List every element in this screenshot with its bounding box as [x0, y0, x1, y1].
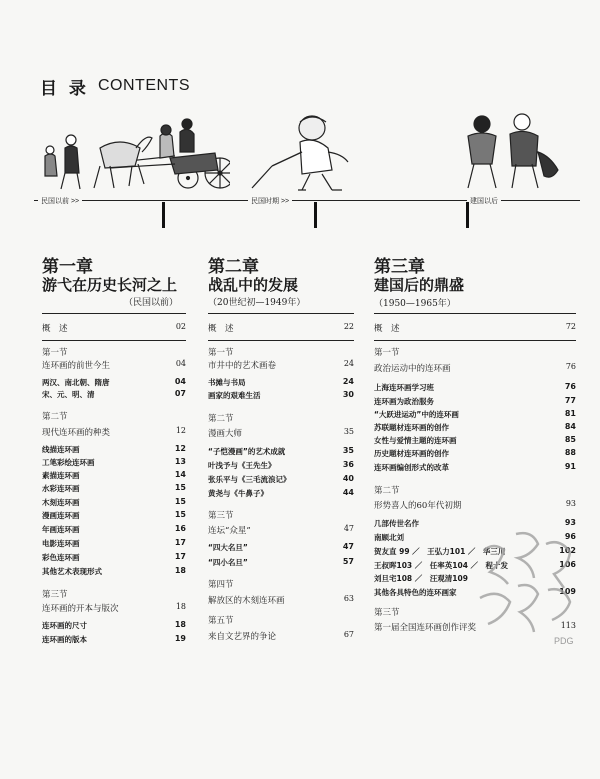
chapter-number: 第三章 — [374, 257, 425, 277]
library-stamp-watermark — [468, 520, 580, 652]
section-label: 第二节 — [208, 414, 234, 424]
item-row[interactable]: 张乐平与《三毛流浪记》 40 — [208, 474, 354, 484]
chapter-period: （1950—1965年） — [374, 299, 456, 309]
chapter-title: 建国后的鼎盛 — [374, 276, 465, 294]
item-row[interactable]: 叶浅予与《王先生》 36 — [208, 460, 354, 470]
item-row[interactable]: 几部传世名作 93 — [374, 518, 576, 528]
item-row[interactable]: 南顾北刘 96 — [374, 532, 576, 542]
item-row[interactable]: 木刻连环画 15 — [42, 497, 186, 507]
two-men-illustration — [460, 106, 570, 192]
item-row[interactable]: 苏联题材连环画的创作 84 — [374, 422, 576, 432]
item-row[interactable]: 漫画连环画 15 — [42, 510, 186, 520]
chapter-number: 第一章 — [42, 257, 93, 277]
overview-row[interactable]: 概 述 72 — [374, 322, 576, 334]
carriage-illustration — [40, 108, 230, 190]
item-row[interactable]: 上海连环画学习班 76 — [374, 382, 576, 392]
item-row[interactable]: 连环画编创形式的改革 91 — [374, 462, 576, 472]
item-row[interactable]: 工笔彩绘连环画 13 — [42, 457, 186, 467]
section-label: 第三节 — [208, 511, 234, 521]
timeline-tick-3 — [466, 202, 469, 228]
section-row[interactable]: 形势喜人的60年代初期 93 — [374, 499, 576, 511]
item-row[interactable]: “子恺漫画”的艺术成就 35 — [208, 446, 354, 456]
item-row[interactable]: 历史题材连环画的创作 88 — [374, 448, 576, 458]
item-row[interactable]: 贺友直 99 ／ 王弘力101 ／ 华三川 102 — [374, 546, 576, 556]
item-row[interactable]: 书摊与书局 24 — [208, 377, 354, 387]
era-label-pre-republic: 民国以前 >> — [38, 196, 82, 206]
section-row[interactable]: 市井中的艺术画卷 24 — [208, 359, 354, 371]
section-row[interactable]: 第一届全国连环画创作评奖 113 — [374, 621, 576, 633]
caricature-illustration — [250, 112, 370, 192]
item-row[interactable]: “四大名旦” 47 — [208, 542, 354, 552]
item-row[interactable]: “大跃进运动”中的连环画 81 — [374, 409, 576, 419]
item-row[interactable]: 水彩连环画 15 — [42, 483, 186, 493]
section-label: 第一节 — [374, 348, 400, 358]
timeline-tick-2 — [314, 202, 317, 228]
item-row[interactable]: 刘旦宅108 ／ 汪观清109 — [374, 574, 468, 583]
section-label: 第二节 — [374, 486, 400, 496]
item-row[interactable]: 连环画的版本 19 — [42, 634, 186, 644]
section-label: 第二节 — [42, 412, 68, 422]
chapter-period: （民国以前） — [124, 298, 179, 308]
item-row[interactable]: 彩色连环画 17 — [42, 552, 186, 562]
section-row[interactable]: 来自文艺界的争论 67 — [208, 630, 354, 642]
contents-title-en: CONTENTS — [98, 77, 190, 94]
section-label: 第五节 — [208, 616, 234, 626]
item-row[interactable]: 素描连环画 14 — [42, 470, 186, 480]
section-label: 第一节 — [42, 348, 68, 358]
section-row[interactable]: 现代连环画的种类 12 — [42, 426, 186, 438]
timeline-tick-1 — [162, 202, 165, 228]
section-row[interactable]: 解放区的木刻连环画 63 — [208, 594, 354, 606]
chapter-number: 第二章 — [208, 257, 259, 277]
overview-row[interactable]: 概 述 02 — [42, 322, 186, 334]
section-row[interactable]: 连坛“众星” 47 — [208, 524, 354, 536]
item-row[interactable]: 王叔晖103 ／ 任率英104 ／ 程十发 106 — [374, 560, 576, 570]
item-row[interactable]: 女性与爱情主题的连环画 85 — [374, 435, 576, 445]
era-label-republic: 民国时期 >> — [248, 196, 292, 206]
section-row[interactable]: 连环画的前世今生 04 — [42, 359, 186, 371]
section-label: 第四节 — [208, 580, 234, 590]
chapter-period: （20世纪初—1949年） — [208, 298, 306, 308]
item-row[interactable]: 宋、元、明、清 07 — [42, 389, 186, 399]
item-row[interactable]: 其他艺术表现形式 18 — [42, 566, 186, 576]
section-row[interactable]: 连环画的开本与版次 18 — [42, 602, 186, 614]
section-row[interactable]: 漫画大师 35 — [208, 427, 354, 439]
chapter-title: 游弋在历史长河之上 — [42, 276, 178, 294]
watermark-text: PDG — [554, 636, 574, 646]
item-row[interactable]: 两汉、南北朝、隋唐 04 — [42, 377, 186, 387]
item-row[interactable]: 线描连环画 12 — [42, 444, 186, 454]
chapter-title: 战乱中的发展 — [208, 276, 299, 294]
item-row[interactable]: 年画连环画 16 — [42, 524, 186, 534]
era-label-post-1949: 建国以后 — [467, 196, 501, 206]
section-label: 第三节 — [42, 590, 68, 600]
item-row[interactable]: 画家的艰难生活 30 — [208, 390, 354, 400]
section-label: 第三节 — [374, 608, 400, 618]
section-label: 第一节 — [208, 348, 234, 358]
item-row[interactable]: 电影连环画 17 — [42, 538, 186, 548]
contents-title-cn: 目 录 — [40, 79, 89, 99]
section-row[interactable]: 政治运动中的连环画 76 — [374, 362, 576, 374]
item-row[interactable]: “四小名旦” 57 — [208, 557, 354, 567]
item-row[interactable]: 连环画为政治服务 77 — [374, 396, 576, 406]
overview-row[interactable]: 概 述 22 — [208, 322, 354, 334]
item-row[interactable]: 其他各具特色的连环画家 109 — [374, 587, 576, 597]
item-row[interactable]: 连环画的尺寸 18 — [42, 620, 186, 630]
item-row[interactable]: 黄尧与《牛鼻子》 44 — [208, 488, 354, 498]
